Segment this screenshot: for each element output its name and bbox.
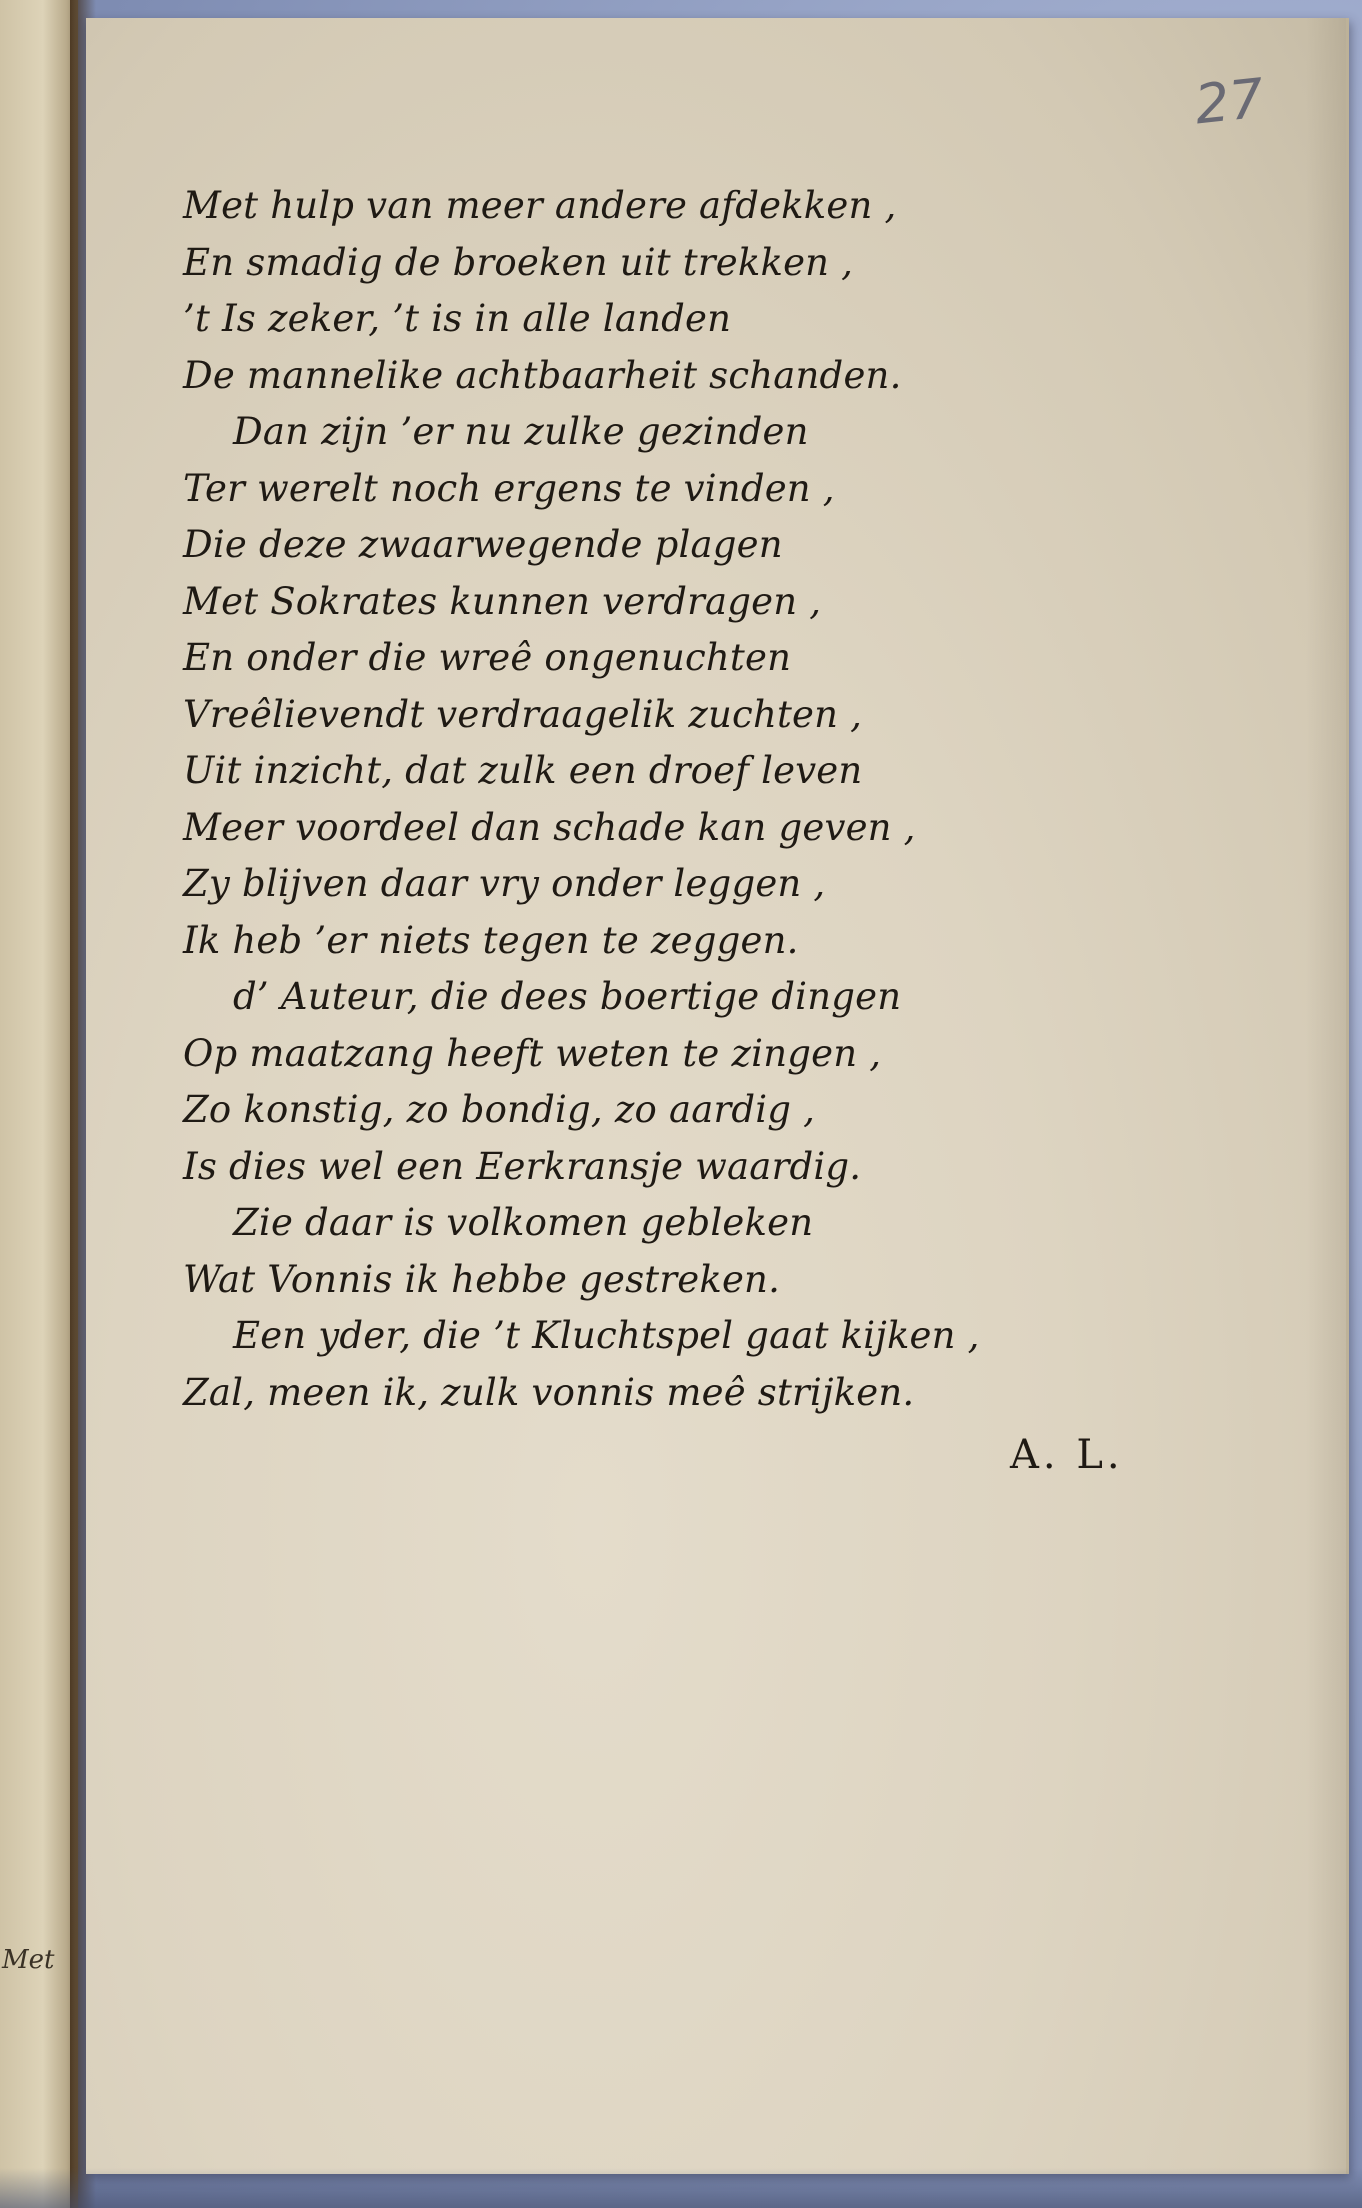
poem-line: En onder die wreê ongenuchten	[183, 636, 792, 679]
author-initials: A. L.	[1010, 1432, 1124, 1478]
poem-line: Vreêlievendt verdraagelik zuchten ,	[183, 692, 863, 736]
poem-line: Is dies wel een Eerkransje waardig.	[183, 1144, 862, 1188]
poem-line: Met hulp van meer andere afdekken ,	[183, 184, 897, 227]
poem-line: Die deze zwaarwegende plagen	[183, 523, 783, 566]
poem-line: En smadig de broeken uit trekken ,	[183, 240, 854, 284]
page-edge-shading	[1306, 18, 1346, 2174]
poem-line: ’t Is zeker, ’t is in alle landen	[183, 297, 732, 340]
poem-line: Meer voordeel dan schade kan geven ,	[183, 805, 916, 849]
poem-line: Zy blijven daar vry onder leggen ,	[183, 862, 826, 905]
poem-line: Ter werelt noch ergens te vinden ,	[183, 466, 835, 510]
poem-line: Ik heb ’er niets tegen te zeggen.	[183, 918, 799, 962]
folio-number: 27	[1191, 66, 1267, 137]
poem-line: De mannelike achtbaarheit schanden.	[183, 353, 902, 397]
poem-line: Op maatzang heeft weten te zingen ,	[183, 1031, 882, 1075]
poem-line: Uit inzicht, dat zulk een droef leven	[183, 749, 863, 792]
poem-line: d’ Auteur, die dees boertige dingen	[233, 975, 902, 1018]
left-page-edge	[0, 0, 78, 2208]
poem-line: Zie daar is volkomen gebleken	[233, 1201, 814, 1244]
poem-line: Dan zijn ’er nu zulke gezinden	[233, 410, 809, 453]
poem-line: Met Sokrates kunnen verdragen ,	[183, 579, 822, 623]
poem-text	[183, 178, 983, 1421]
bottom-shadow	[0, 2168, 1362, 2208]
poem-line: Zo konstig, zo bondig, zo aardig ,	[183, 1088, 816, 1131]
poem-line: Zal, meen ik, zulk vonnis meê strijken.	[183, 1370, 915, 1414]
poem-line: Een yder, die ’t Kluchtspel gaat kijken ,	[233, 1314, 980, 1357]
left-page-catchword: Met	[2, 1945, 55, 1975]
poem-line: Wat Vonnis ik hebbe gestreken.	[183, 1257, 781, 1301]
